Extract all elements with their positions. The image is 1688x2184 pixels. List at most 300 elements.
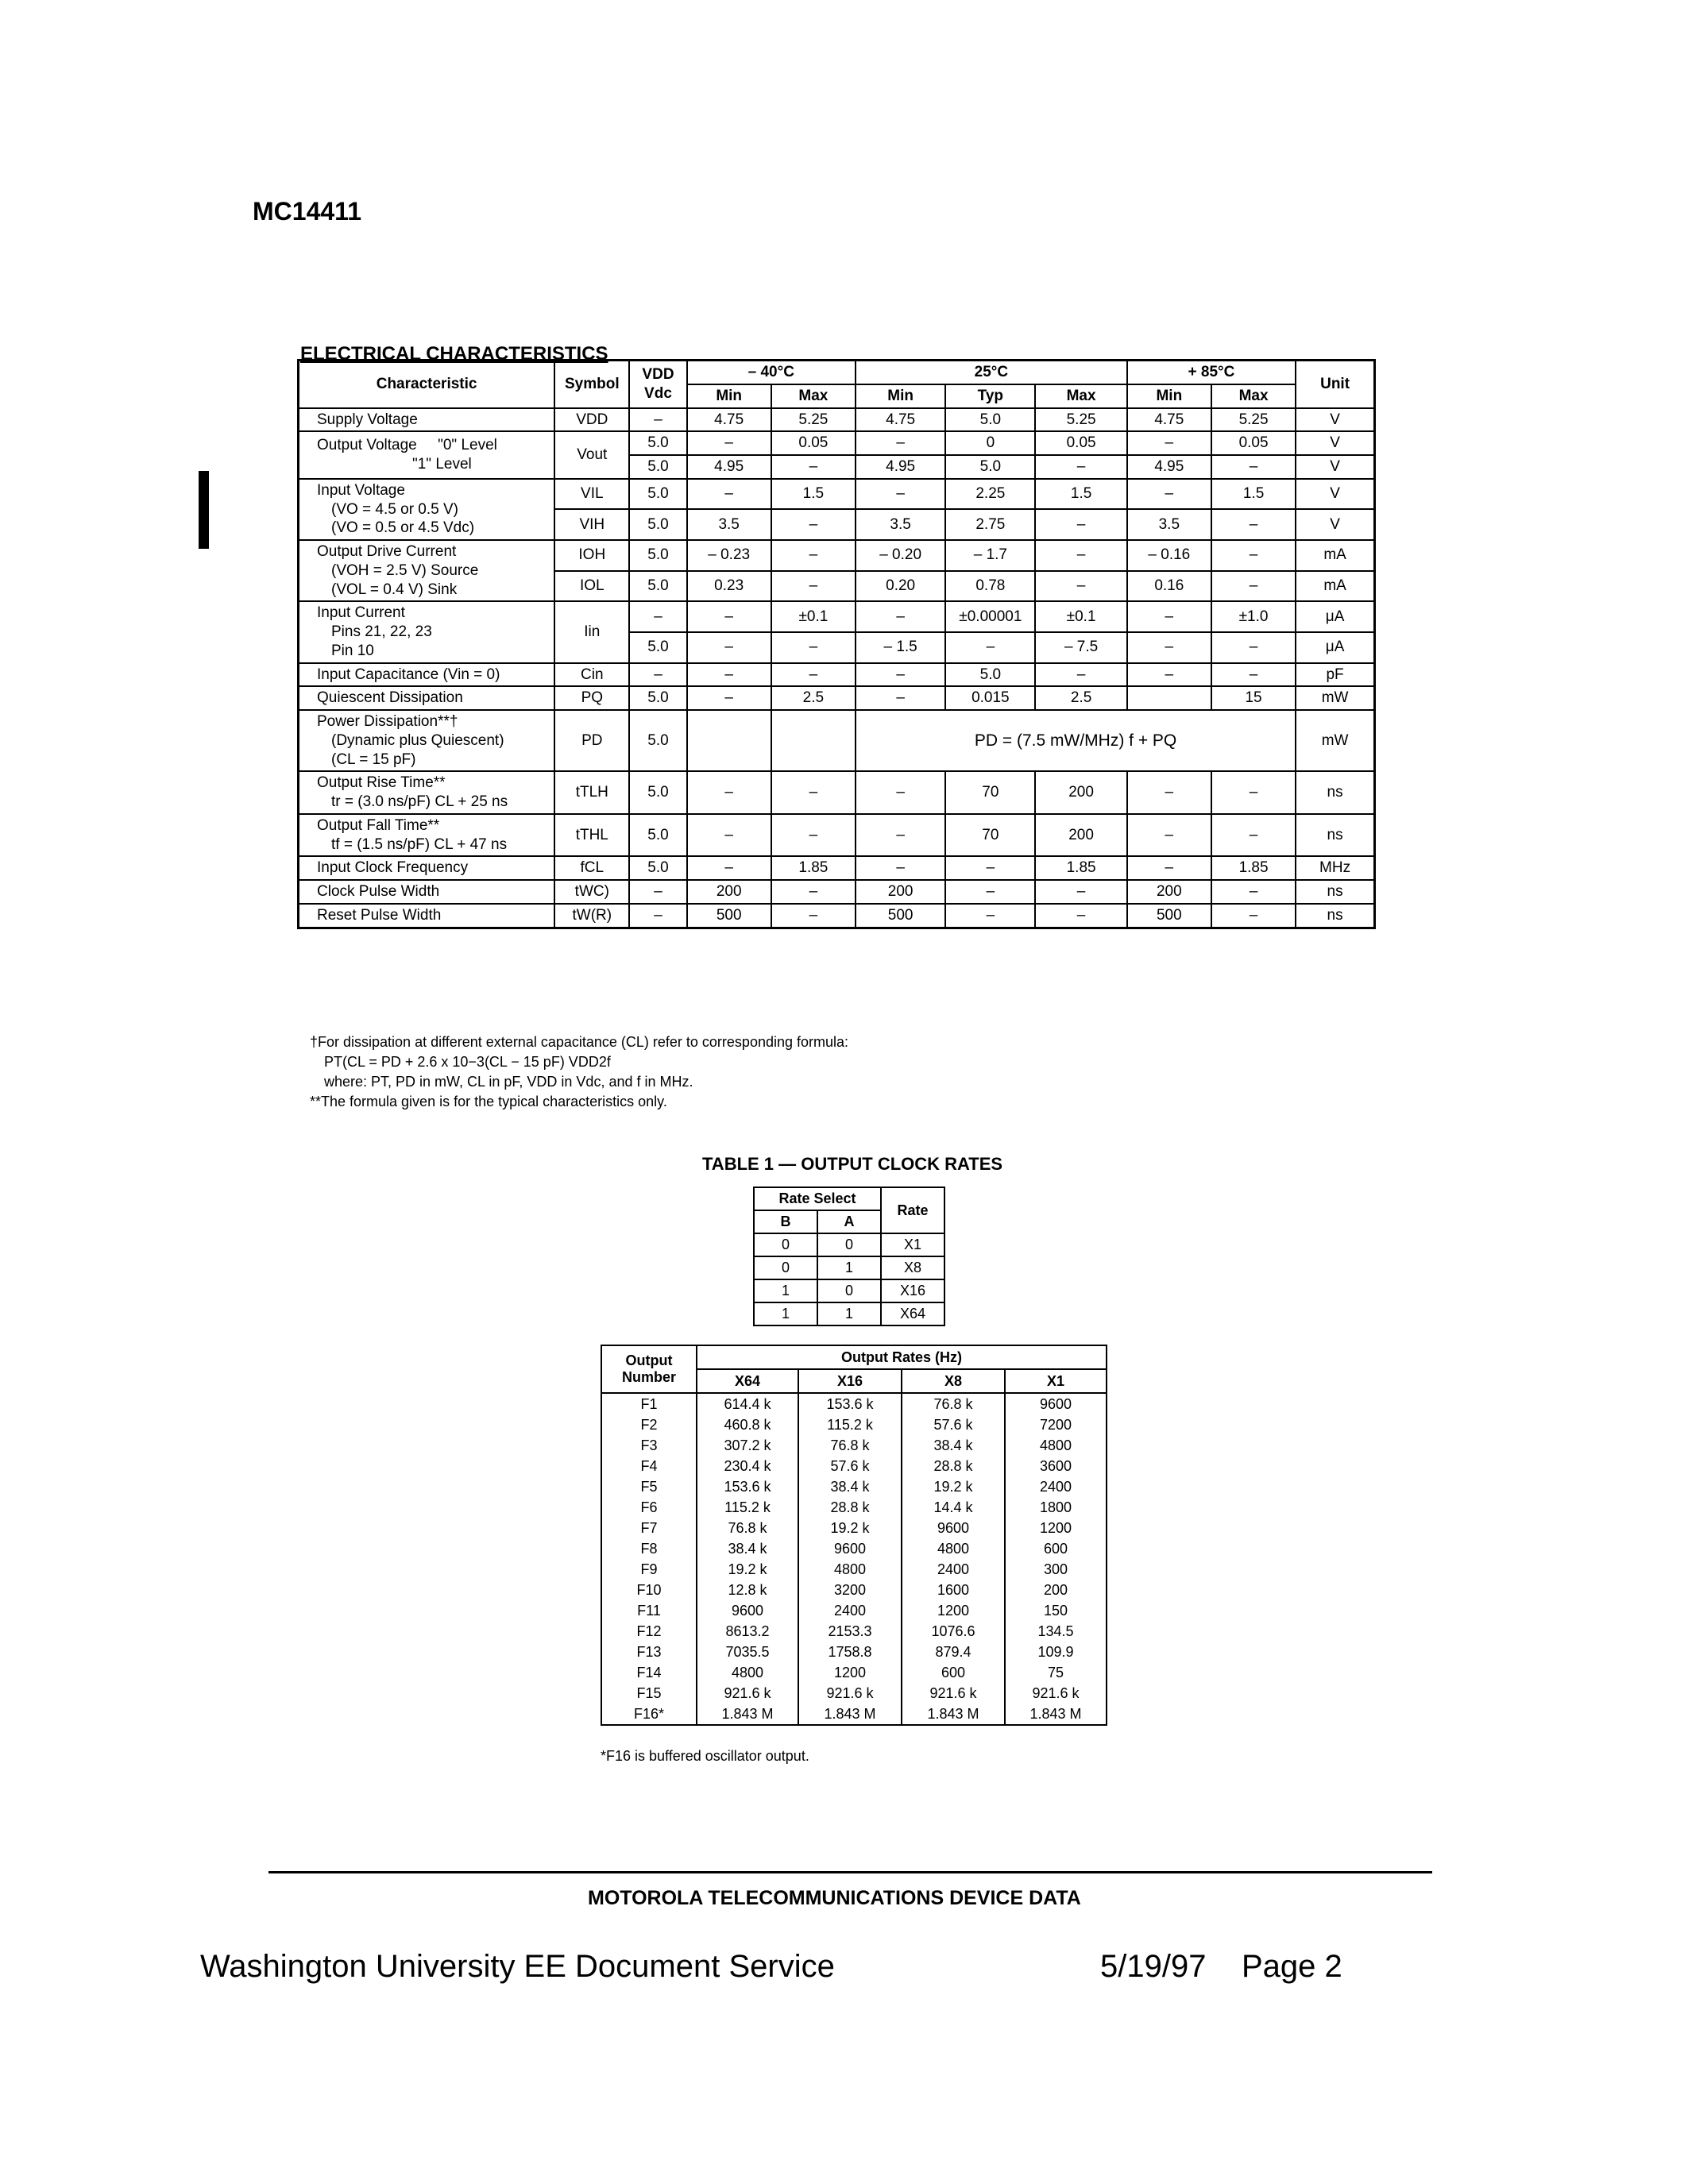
rate-cell: 4800 xyxy=(697,1662,798,1683)
row-output-fall-time xyxy=(299,814,1375,857)
output-rates-table xyxy=(601,1345,1107,1726)
rate-cell: 57.6 k xyxy=(902,1414,1005,1435)
rate-cell: 153.6 k xyxy=(798,1393,902,1414)
value-cell: 0.16 xyxy=(1127,571,1211,602)
row-input-capacitance xyxy=(299,663,1375,687)
char-line xyxy=(317,436,550,455)
unit-cell: mW xyxy=(1296,686,1374,710)
value-cell: ±0.1 xyxy=(771,601,856,632)
row-input-current-pins xyxy=(299,601,1375,632)
value-cell: – xyxy=(1211,632,1296,663)
value-cell: – xyxy=(1035,540,1126,571)
unit-cell: mA xyxy=(1296,571,1374,602)
input-voltage-label: Input Voltage xyxy=(317,481,405,499)
value-cell: – xyxy=(687,771,771,814)
value-cell: 200 xyxy=(1035,771,1126,814)
symbol-cell: VIH xyxy=(554,509,629,540)
value-cell: – xyxy=(1211,904,1296,928)
vdd-cell: 5.0 xyxy=(629,632,686,663)
value-cell: – xyxy=(771,663,856,687)
value-cell: 2.25 xyxy=(945,479,1035,510)
symbol-cell: PQ xyxy=(554,686,629,710)
output-number-cell: F11 xyxy=(601,1600,697,1621)
unit-cell: mA xyxy=(1296,540,1374,571)
electrical-characteristics-table xyxy=(297,359,1376,929)
char-label xyxy=(299,431,555,479)
cell: X64 xyxy=(881,1302,944,1325)
value-cell: 0.05 xyxy=(1211,431,1296,455)
table-row xyxy=(754,1233,944,1256)
vdd-cell: – xyxy=(629,663,686,687)
symbol-cell: Cin xyxy=(554,663,629,687)
value-cell: – 1.7 xyxy=(945,540,1035,571)
footnote-line: †For dissipation at different external capacitance (CL) refer to corresponding formula: xyxy=(310,1034,849,1050)
value-cell: 3.5 xyxy=(856,509,945,540)
rate-cell: 76.8 k xyxy=(697,1518,798,1538)
rate-cell: 4800 xyxy=(1005,1435,1107,1456)
value-cell: – xyxy=(1211,663,1296,687)
value-cell: – xyxy=(1211,509,1296,540)
value-cell: 5.0 xyxy=(945,408,1035,432)
col-temp-85: + 85°C xyxy=(1127,361,1296,384)
rate-cell: 19.2 k xyxy=(697,1559,798,1580)
table-row xyxy=(601,1662,1107,1683)
unit-cell: V xyxy=(1296,408,1374,432)
col-min: Min xyxy=(856,384,945,408)
value-cell: – 1.5 xyxy=(856,632,945,663)
value-cell: 0.20 xyxy=(856,571,945,602)
rate-header: Rate xyxy=(881,1187,944,1233)
value-cell: – xyxy=(687,632,771,663)
unit-cell: MHz xyxy=(1296,856,1374,880)
row-output-rise-time xyxy=(299,771,1375,814)
value-cell: – 0.20 xyxy=(856,540,945,571)
value-cell: – xyxy=(687,856,771,880)
footer-rule xyxy=(268,1871,1432,1873)
value-cell: 200 xyxy=(687,880,771,904)
rate-cell: 921.6 k xyxy=(1005,1683,1107,1704)
table-row xyxy=(601,1393,1107,1414)
fall-line-2: tf = (1.5 ns/pF) CL + 47 ns xyxy=(331,835,508,853)
value-cell: – xyxy=(856,856,945,880)
value-cell: 200 xyxy=(1035,814,1126,857)
rate-cell: 2153.3 xyxy=(798,1621,902,1642)
value-cell: – xyxy=(1035,663,1126,687)
value-cell: 0.23 xyxy=(687,571,771,602)
col-max: Max xyxy=(771,384,856,408)
value-cell: – 7.5 xyxy=(1035,632,1126,663)
rate-cell: 153.6 k xyxy=(697,1476,798,1497)
value-cell: – xyxy=(1127,814,1211,857)
value-cell: – xyxy=(1035,455,1126,479)
rate-cell: 921.6 k xyxy=(902,1683,1005,1704)
value-cell: ±0.00001 xyxy=(945,601,1035,632)
value-cell: 70 xyxy=(945,771,1035,814)
rate-cell: 28.8 k xyxy=(798,1497,902,1518)
one-level-label: "1" Level xyxy=(412,456,472,473)
value-cell xyxy=(687,710,771,771)
rate-cell: 1.843 M xyxy=(1005,1704,1107,1725)
unit-cell: V xyxy=(1296,455,1374,479)
rate-cell: 9600 xyxy=(798,1538,902,1559)
output-number-cell: F8 xyxy=(601,1538,697,1559)
unit-cell: μA xyxy=(1296,632,1374,663)
char-label xyxy=(299,771,555,814)
vdd-cell: 5.0 xyxy=(629,540,686,571)
table-row xyxy=(601,1518,1107,1538)
value-cell: – xyxy=(856,479,945,510)
rate-cell: 150 xyxy=(1005,1600,1107,1621)
output-number-cell: F16* xyxy=(601,1704,697,1725)
row-clock-pulse-width xyxy=(299,880,1375,904)
value-cell: – xyxy=(856,771,945,814)
value-cell xyxy=(1127,686,1211,710)
value-cell: – xyxy=(771,509,856,540)
unit-cell: ns xyxy=(1296,880,1374,904)
cond-label: (VO = 0.5 or 4.5 Vdc) xyxy=(331,519,475,537)
value-cell: – xyxy=(687,601,771,632)
unit-cell: V xyxy=(1296,431,1374,455)
value-cell: 500 xyxy=(1127,904,1211,928)
value-cell: – xyxy=(1127,431,1211,455)
col-max: Max xyxy=(1035,384,1126,408)
input-current-label: Input Current xyxy=(317,604,405,622)
rate-cell: 3200 xyxy=(798,1580,902,1600)
value-cell: ±1.0 xyxy=(1211,601,1296,632)
symbol-cell: VDD xyxy=(554,408,629,432)
rise-line-1: Output Rise Time** xyxy=(317,774,446,792)
row-reset-pulse-width xyxy=(299,904,1375,928)
value-cell: – xyxy=(1127,663,1211,687)
col-vdd xyxy=(629,361,686,408)
char-label xyxy=(299,814,555,857)
rate-cell: 57.6 k xyxy=(798,1456,902,1476)
value-cell: 200 xyxy=(1127,880,1211,904)
value-cell: – xyxy=(1211,540,1296,571)
char-label xyxy=(299,479,555,540)
rate-cell: 600 xyxy=(902,1662,1005,1683)
value-cell: – xyxy=(1211,455,1296,479)
table-row xyxy=(601,1704,1107,1725)
col-typ: Typ xyxy=(945,384,1035,408)
char-label xyxy=(299,540,555,601)
vdd-cell: 5.0 xyxy=(629,455,686,479)
col-x16: X16 xyxy=(798,1369,902,1393)
symbol-cell: tW(R) xyxy=(554,904,629,928)
rate-cell: 1758.8 xyxy=(798,1642,902,1662)
vdd-cell: 5.0 xyxy=(629,771,686,814)
table-row xyxy=(601,1559,1107,1580)
rate-cell: 38.4 k xyxy=(697,1538,798,1559)
vdd-cell: 5.0 xyxy=(629,856,686,880)
rate-cell: 19.2 k xyxy=(798,1518,902,1538)
output-number-cell: F14 xyxy=(601,1662,697,1683)
char-label: Clock Pulse Width xyxy=(299,880,555,904)
value-cell: – xyxy=(1035,880,1126,904)
value-cell: – xyxy=(771,771,856,814)
col-x8: X8 xyxy=(902,1369,1005,1393)
rate-cell: 9600 xyxy=(697,1600,798,1621)
rate-cell: 2400 xyxy=(1005,1476,1107,1497)
row-input-clock-frequency xyxy=(299,856,1375,880)
rate-cell: 614.4 k xyxy=(697,1393,798,1414)
rate-cell: 921.6 k xyxy=(697,1683,798,1704)
value-cell: – xyxy=(771,571,856,602)
cond-label: (VOH = 2.5 V) Source xyxy=(331,561,479,579)
char-label xyxy=(299,710,555,771)
unit-cell: V xyxy=(1296,509,1374,540)
value-cell: – xyxy=(945,880,1035,904)
value-cell: – xyxy=(771,540,856,571)
value-cell: – xyxy=(945,856,1035,880)
value-cell: 1.85 xyxy=(1211,856,1296,880)
symbol-cell: Vout xyxy=(554,431,629,479)
col-min: Min xyxy=(687,384,771,408)
rise-line-2: tr = (3.0 ns/pF) CL + 25 ns xyxy=(331,793,508,810)
value-cell: – xyxy=(1211,880,1296,904)
col-x1: X1 xyxy=(1005,1369,1107,1393)
rate-cell: 4800 xyxy=(798,1559,902,1580)
vdd-cell: 5.0 xyxy=(629,686,686,710)
table-row xyxy=(601,1435,1107,1456)
value-cell: – xyxy=(1035,509,1126,540)
vdd-cell: – xyxy=(629,601,686,632)
value-cell: 0.015 xyxy=(945,686,1035,710)
symbol-cell: Iin xyxy=(554,601,629,662)
rate-cell: 1076.6 xyxy=(902,1621,1005,1642)
rate-cell: 14.4 k xyxy=(902,1497,1005,1518)
table-row xyxy=(601,1621,1107,1642)
unit-cell: ns xyxy=(1296,771,1374,814)
value-cell: 5.0 xyxy=(945,455,1035,479)
output-number-cell: F4 xyxy=(601,1456,697,1476)
table1-title: TABLE 1 — OUTPUT CLOCK RATES xyxy=(702,1154,1003,1174)
value-cell: 4.95 xyxy=(687,455,771,479)
footnote-line: **The formula given is for the typical characteristics only. xyxy=(310,1094,667,1109)
output-number-cell: F1 xyxy=(601,1393,697,1414)
col-temp-25: 25°C xyxy=(856,361,1127,384)
value-cell: 2.75 xyxy=(945,509,1035,540)
value-cell: 5.25 xyxy=(1211,408,1296,432)
rate-cell: 1600 xyxy=(902,1580,1005,1600)
value-cell: – xyxy=(771,904,856,928)
pd-line-1: Power Dissipation**† xyxy=(317,713,458,730)
output-footnote: *F16 is buffered oscillator output. xyxy=(601,1748,809,1764)
rate-cell: 8613.2 xyxy=(697,1621,798,1642)
output-rates-body xyxy=(601,1393,1107,1725)
rate-cell: 38.4 k xyxy=(902,1435,1005,1456)
rate-cell: 300 xyxy=(1005,1559,1107,1580)
symbol-cell: IOH xyxy=(554,540,629,571)
cell: 1 xyxy=(754,1302,817,1325)
cell: X1 xyxy=(881,1233,944,1256)
value-cell: 2.5 xyxy=(1035,686,1126,710)
rate-cell: 134.5 xyxy=(1005,1621,1107,1642)
rate-cell: 1.843 M xyxy=(697,1704,798,1725)
value-cell: – xyxy=(687,663,771,687)
value-cell: – xyxy=(945,904,1035,928)
col-output-line-2: Number xyxy=(621,1369,676,1385)
rate-cell: 1800 xyxy=(1005,1497,1107,1518)
table-row xyxy=(601,1476,1107,1497)
col-vdd-top: VDD xyxy=(642,366,674,383)
value-cell: – xyxy=(1211,571,1296,602)
value-cell: – xyxy=(945,632,1035,663)
value-cell: – xyxy=(856,431,945,455)
value-cell: 5.25 xyxy=(771,408,856,432)
zero-level-label: "0" Level xyxy=(438,437,497,454)
output-number-cell: F15 xyxy=(601,1683,697,1704)
rate-cell: 115.2 k xyxy=(697,1497,798,1518)
vdd-cell: – xyxy=(629,408,686,432)
table-row xyxy=(601,1683,1107,1704)
value-cell: – xyxy=(856,663,945,687)
rate-cell: 76.8 k xyxy=(798,1435,902,1456)
value-cell: – xyxy=(1127,771,1211,814)
symbol-cell: fCL xyxy=(554,856,629,880)
value-cell: – xyxy=(687,431,771,455)
cell: X8 xyxy=(881,1256,944,1279)
value-cell: – xyxy=(771,455,856,479)
output-number-cell: F13 xyxy=(601,1642,697,1662)
rate-cell: 12.8 k xyxy=(697,1580,798,1600)
value-cell: – 0.16 xyxy=(1127,540,1211,571)
rate-cell: 1200 xyxy=(902,1600,1005,1621)
rate-cell: 76.8 k xyxy=(902,1393,1005,1414)
value-cell: – xyxy=(1035,904,1126,928)
symbol-cell: VIL xyxy=(554,479,629,510)
value-cell: 3.5 xyxy=(1127,509,1211,540)
row-power-dissipation xyxy=(299,710,1375,771)
symbol-cell: tTLH xyxy=(554,771,629,814)
value-cell: 200 xyxy=(856,880,945,904)
rate-select-table xyxy=(753,1187,945,1326)
rate-cell: 230.4 k xyxy=(697,1456,798,1476)
value-cell: 4.75 xyxy=(687,408,771,432)
table-row xyxy=(754,1256,944,1279)
value-cell: 4.95 xyxy=(1127,455,1211,479)
pd-line-2: (Dynamic plus Quiescent) xyxy=(331,731,504,749)
output-number-cell: F3 xyxy=(601,1435,697,1456)
value-cell: – xyxy=(1211,814,1296,857)
value-cell: 2.5 xyxy=(771,686,856,710)
cond-label: (VOL = 0.4 V) Sink xyxy=(331,581,458,598)
rate-cell: 2400 xyxy=(902,1559,1005,1580)
vdd-cell: 5.0 xyxy=(629,710,686,771)
output-number-cell: F9 xyxy=(601,1559,697,1580)
cell: 1 xyxy=(817,1302,881,1325)
rate-cell: 7200 xyxy=(1005,1414,1107,1435)
rate-cell: 19.2 k xyxy=(902,1476,1005,1497)
value-cell: 500 xyxy=(687,904,771,928)
value-cell: – xyxy=(687,814,771,857)
output-number-cell: F7 xyxy=(601,1518,697,1538)
col-output-rates: Output Rates (Hz) xyxy=(697,1345,1107,1369)
output-number-cell: F10 xyxy=(601,1580,697,1600)
table-row xyxy=(601,1456,1107,1476)
value-cell: 4.75 xyxy=(856,408,945,432)
char-label: Reset Pulse Width xyxy=(299,904,555,928)
char-label: Quiescent Dissipation xyxy=(299,686,555,710)
value-cell: 1.5 xyxy=(771,479,856,510)
rate-cell: 2400 xyxy=(798,1600,902,1621)
rate-cell: 7035.5 xyxy=(697,1642,798,1662)
row-drive-source xyxy=(299,540,1375,571)
document-date: 5/19/97 xyxy=(1100,1949,1207,1984)
unit-cell: pF xyxy=(1296,663,1374,687)
value-cell: – xyxy=(687,479,771,510)
rate-cell: 38.4 k xyxy=(798,1476,902,1497)
rate-cell: 4800 xyxy=(902,1538,1005,1559)
cond-label: Pin 10 xyxy=(331,642,374,659)
table-row xyxy=(601,1497,1107,1518)
row-supply-voltage xyxy=(299,408,1375,432)
value-cell: – xyxy=(1127,632,1211,663)
value-cell: 1.85 xyxy=(1035,856,1126,880)
char-label: Input Clock Frequency xyxy=(299,856,555,880)
vdd-cell: 5.0 xyxy=(629,571,686,602)
footnote-line: where: PT, PD in mW, CL in pF, VDD in Vdc, and f in MHz. xyxy=(324,1074,693,1090)
cell: 0 xyxy=(754,1256,817,1279)
table-row xyxy=(754,1302,944,1325)
output-number-cell: F5 xyxy=(601,1476,697,1497)
value-cell: 15 xyxy=(1211,686,1296,710)
rate-cell: 1.843 M xyxy=(902,1704,1005,1725)
ec-title: ELECTRICAL CHARACTERISTICS xyxy=(300,343,608,365)
value-cell: – xyxy=(687,686,771,710)
output-number-cell: F6 xyxy=(601,1497,697,1518)
char-label: Supply Voltage xyxy=(299,408,555,432)
value-cell: 1.5 xyxy=(1035,479,1126,510)
unit-cell: μA xyxy=(1296,601,1374,632)
cond-label: (VO = 4.5 or 0.5 V) xyxy=(331,500,458,518)
value-cell: 0.78 xyxy=(945,571,1035,602)
value-cell: – xyxy=(1127,856,1211,880)
rate-cell: 9600 xyxy=(902,1518,1005,1538)
vdd-cell: 5.0 xyxy=(629,431,686,455)
col-output-number xyxy=(601,1345,697,1393)
cell: 1 xyxy=(754,1279,817,1302)
char-label: Input Capacitance (Vin = 0) xyxy=(299,663,555,687)
unit-cell: mW xyxy=(1296,710,1374,771)
rate-cell: 1200 xyxy=(798,1662,902,1683)
footnotes xyxy=(310,1032,848,1112)
value-cell: 0.05 xyxy=(771,431,856,455)
rate-cell: 1.843 M xyxy=(798,1704,902,1725)
col-min: Min xyxy=(1127,384,1211,408)
cell: 1 xyxy=(817,1256,881,1279)
table-row xyxy=(601,1580,1107,1600)
rate-cell: 600 xyxy=(1005,1538,1107,1559)
value-cell: – xyxy=(1127,479,1211,510)
symbol-cell: tWC) xyxy=(554,880,629,904)
revision-bar xyxy=(199,471,209,549)
table-row xyxy=(754,1279,944,1302)
value-cell xyxy=(771,710,856,771)
col-characteristic: Characteristic xyxy=(299,361,555,408)
value-cell: – xyxy=(1211,771,1296,814)
col-symbol: Symbol xyxy=(554,361,629,408)
page-number: Page 2 xyxy=(1242,1949,1342,1984)
col-output-line-1: Output xyxy=(625,1352,673,1368)
char-label xyxy=(299,601,555,662)
col-a: A xyxy=(817,1210,881,1233)
row-output-voltage-0 xyxy=(299,431,1375,455)
col-max: Max xyxy=(1211,384,1296,408)
value-cell: – 0.23 xyxy=(687,540,771,571)
pd-formula: PD = (7.5 mW/MHz) f + PQ xyxy=(856,710,1296,771)
value-cell: 1.85 xyxy=(771,856,856,880)
